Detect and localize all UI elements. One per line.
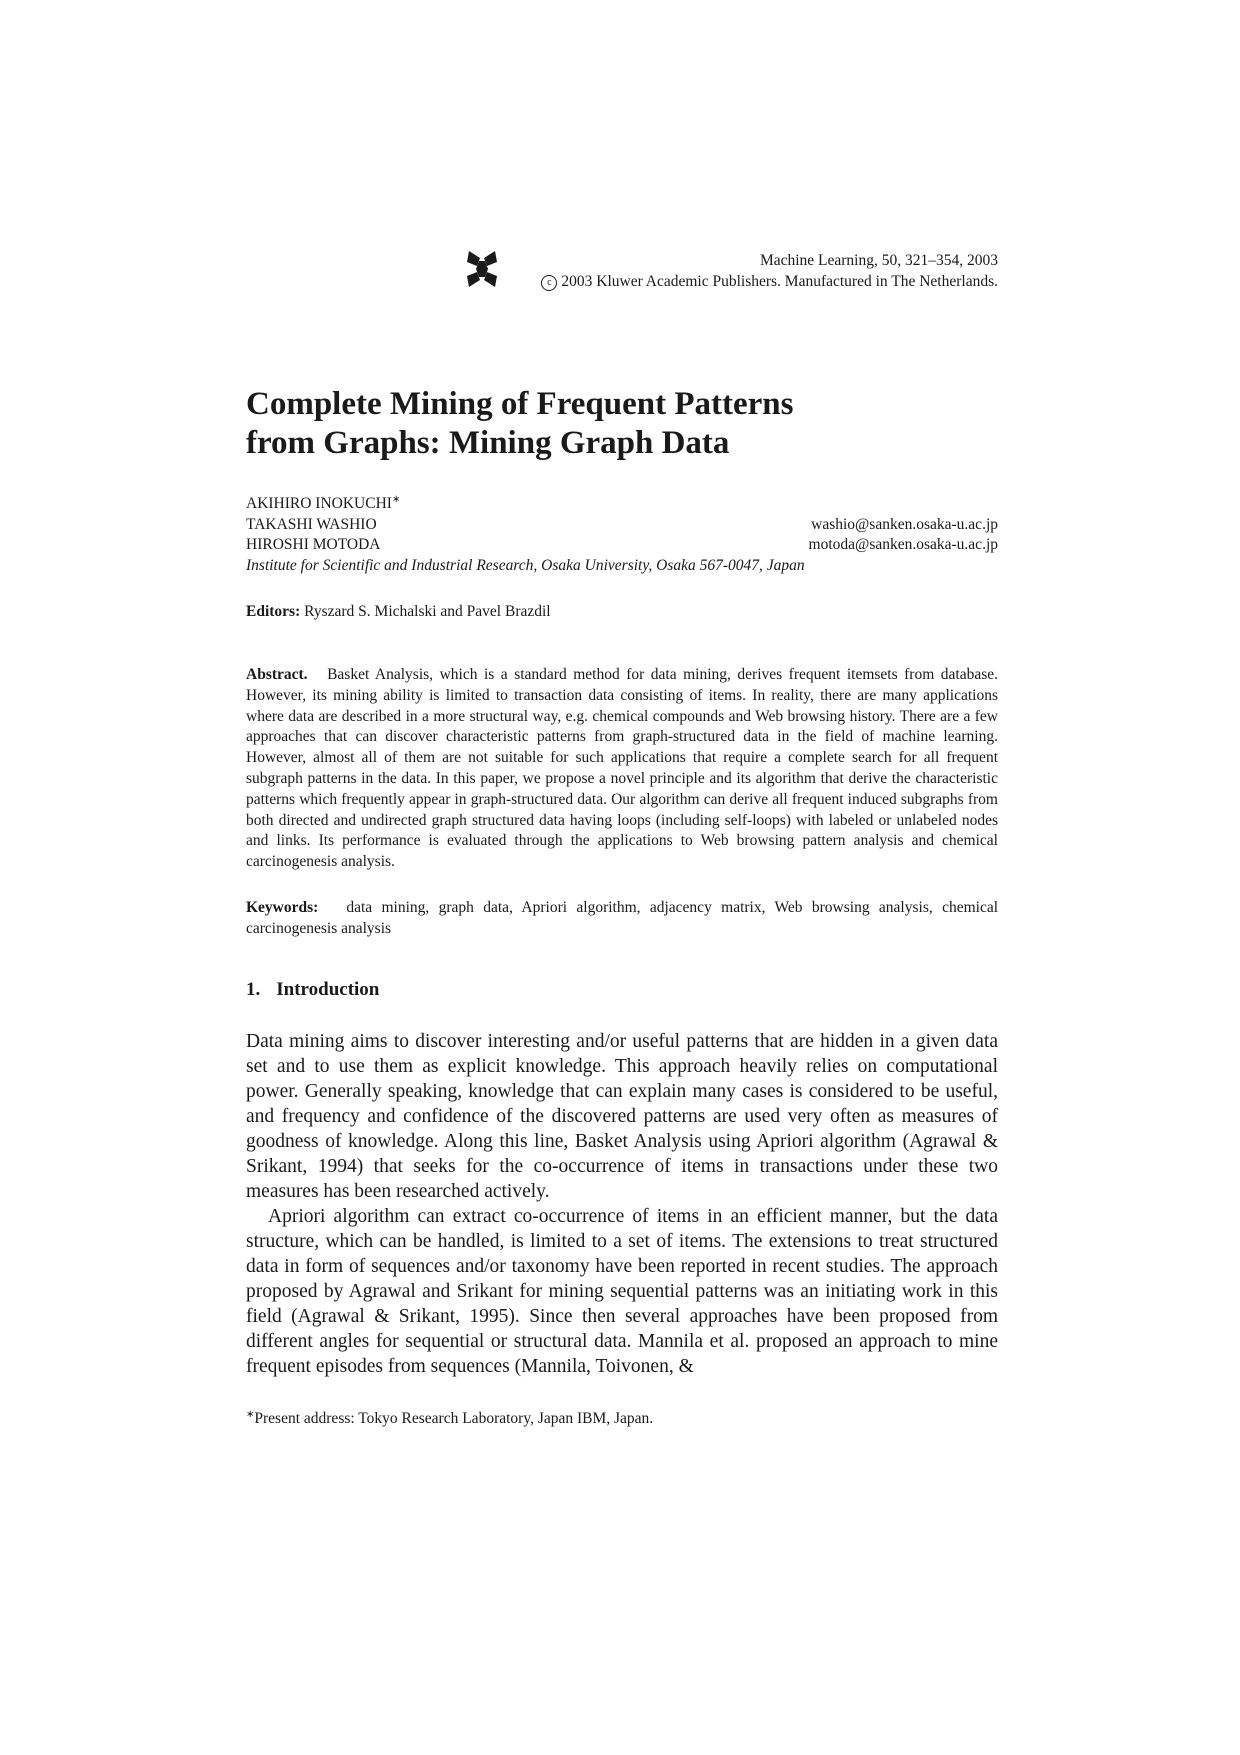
copyright-icon: c — [541, 275, 557, 291]
abstract-label: Abstract. — [246, 666, 308, 683]
author-name: HIROSHI MOTODA — [246, 536, 381, 553]
affiliation: Institute for Scientific and Industrial Research, Osaka University, Osaka 567-0047, Japan — [246, 556, 805, 574]
author-row — [246, 490, 998, 515]
editors-names: Ryszard S. Michalski and Pavel Brazdil — [304, 603, 551, 620]
keywords-label: Keywords: — [246, 899, 319, 916]
author-email: motoda@sanken.osaka-u.ac.jp — [808, 536, 998, 553]
author-name: AKIHIRO INOKUCHI∗ — [246, 494, 401, 512]
author-email: washio@sanken.osaka-u.ac.jp — [811, 515, 998, 533]
copyright-line — [541, 271, 998, 292]
editors-label: Editors: — [246, 603, 301, 620]
publisher-logo-icon — [465, 249, 499, 289]
footnote-marker: ∗ — [246, 1409, 255, 1420]
footnote-marker: ∗ — [391, 494, 401, 505]
keywords-text: data mining, graph data, Apriori algorithm, adjacency matrix, Web browsing analysis, chemical carcinogenesis analysis — [246, 899, 999, 937]
author-row — [246, 515, 998, 536]
paper-page — [246, 0, 998, 1755]
section-title: Introduction — [276, 979, 380, 1000]
body-text — [246, 1029, 998, 1379]
journal-citation: Machine Learning, 50, 321–354, 2003 — [759, 252, 998, 269]
journal-header — [541, 250, 998, 292]
section-number: 1. — [246, 979, 261, 1000]
keywords — [246, 898, 998, 940]
section-heading — [246, 979, 379, 1001]
editors-line — [246, 603, 551, 621]
copyright-text: 2003 Kluwer Academic Publishers. Manufactured in The Netherlands. — [561, 273, 998, 290]
author-row — [246, 535, 998, 556]
paper-title — [246, 385, 793, 463]
abstract — [246, 665, 998, 873]
body-paragraph: Data mining aims to discover interesting and/or useful patterns that are hidden in a given data set and to use them as explicit knowledge. This approach heavily relies on computational power. Generally speaking, knowledge that can explain many cases is considered to be useful, and frequency and confidence of the discovered patterns are used very often as measures of goodness of knowledge. Along this line, Basket Analysis using Apriori algorithm (Agrawal & Srikant, 1994) that seeks for the co-occurrence of items in transactions under these two measures has been researched actively. — [246, 1031, 998, 1202]
author-block — [246, 490, 998, 576]
body-paragraph: Apriori algorithm can extract co-occurrence of items in an efficient manner, but the data structure, which can be handled, is limited to a set of items. The extensions to treat structured data in form of sequences and/or taxonomy have been reported in recent studies. The approach proposed by Agrawal and Srikant for mining sequential patterns was an initiating work in this field (Agrawal & Srikant, 1995). Since then several approaches have been proposed from different angles for sequential or structural data. Mannila et al. proposed an approach to mine frequent episodes from sequences (Mannila, Toivonen, & — [246, 1206, 998, 1377]
footnote — [246, 1409, 653, 1428]
footnote-text: Present address: Tokyo Research Laboratory, Japan IBM, Japan. — [254, 1410, 654, 1427]
paper-title-line-2: from Graphs: Mining Graph Data — [246, 425, 730, 461]
author-name: TAKASHI WASHIO — [246, 515, 377, 533]
paper-title-line-1: Complete Mining of Frequent Patterns — [246, 386, 794, 422]
abstract-text: Basket Analysis, which is a standard method for data mining, derives frequent itemsets from database. However, its mining ability is limited to transaction data consisting of items. In reality, there are many applications where data are described in a more structural way, e.g. chemical compounds and Web browsing history. There are a few approaches that can discover characteristic patterns from graph-structured data in the field of machine learning. However, almost all of them are not suitable for such applications that require a complete search for all frequent subgraph patterns in the data. In this paper, we propose a novel principle and its algorithm that derive the characteristic patterns which frequently appear in graph-structured data. Our algorithm can derive all frequent induced subgraphs from both directed and undirected graph structured data having loops (including self-loops) with labeled or unlabeled nodes and links. Its performance is evaluated through the applications to Web browsing pattern analysis and chemical carcinogenesis analysis. — [246, 666, 999, 871]
